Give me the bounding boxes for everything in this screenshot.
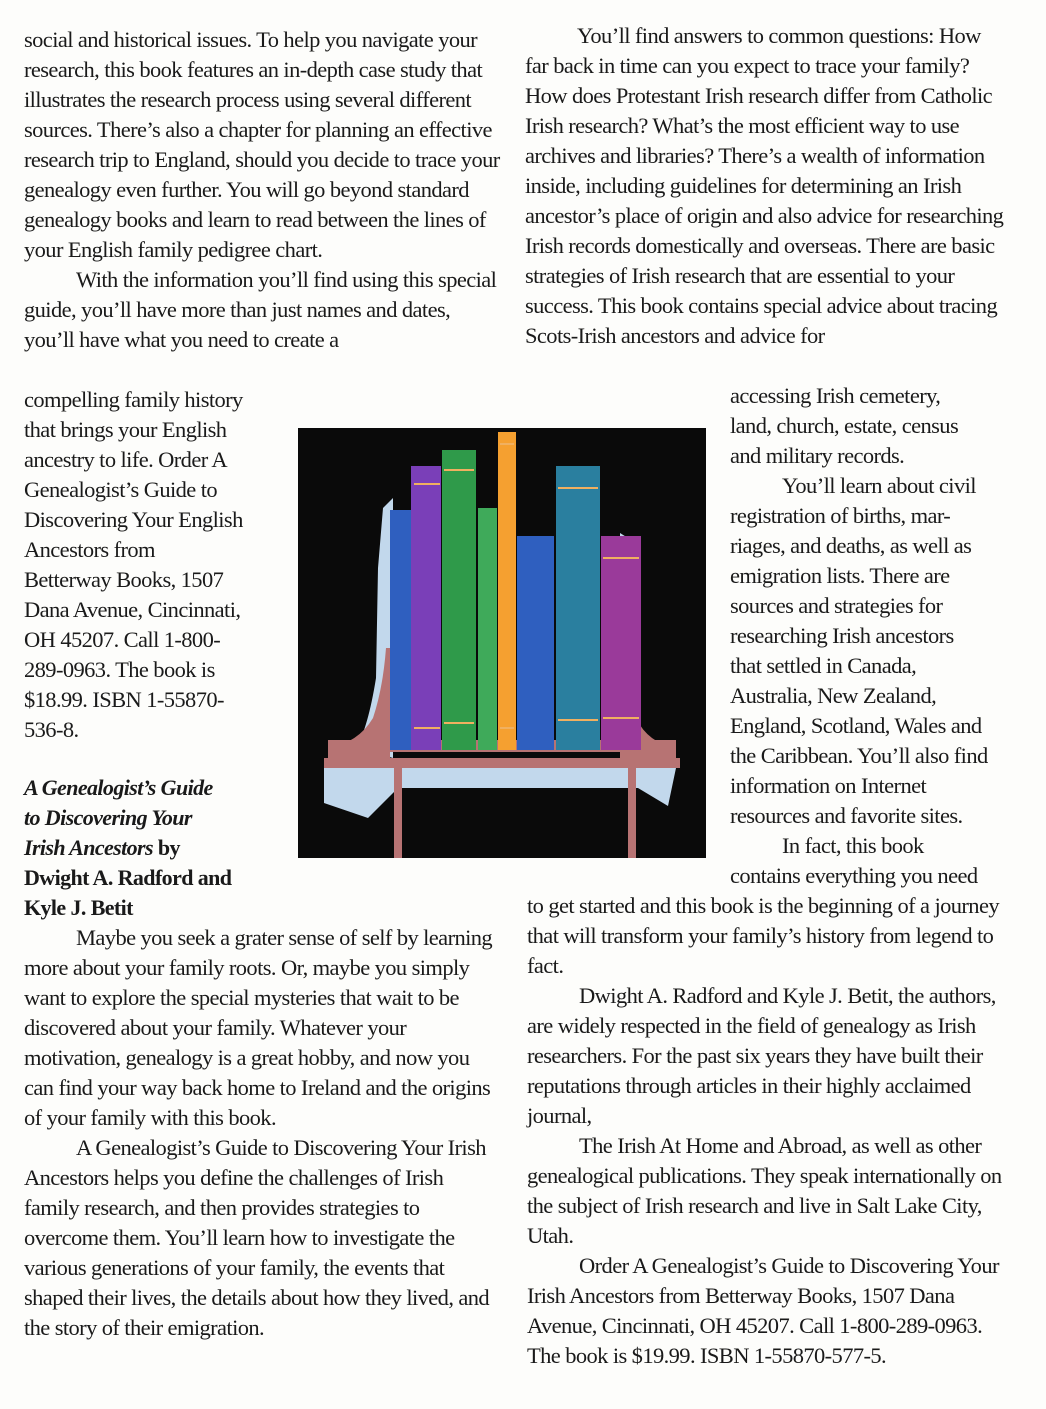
text-line: 536-8. [24, 717, 79, 742]
text-line: compelling family history [24, 387, 243, 412]
text-line: riages, and deaths, as well as [730, 533, 972, 558]
paragraph: You’ll find answers to common questions: How far back in time can you expect to trace your family? How does Protestant Irish research differ from Catholic Irish research? What’s the most efficient way to use archives and libraries? There’s a wealth of information inside, including guidelines for determining an Irish ancestor’s place of origin and also advice for researching Irish records domestically and overseas. There are basic strategies of Irish research that are essential to your success. This book contains special advice about tracing Scots-Irish ancestors and advice for [525, 23, 1004, 348]
text-line: Discovering Your English [24, 507, 243, 532]
book [517, 536, 554, 750]
right-column-bottom [527, 891, 1007, 1371]
table-leg [394, 766, 402, 858]
left-column-bottom [24, 923, 500, 1343]
text-line: Genealogist’s Guide to [24, 477, 218, 502]
book [498, 432, 516, 750]
text-line: $18.99. ISBN 1-55870- [24, 687, 224, 712]
paragraph: The Irish At Home and Abroad, as well as other genealogical publications. They speak internationally on the subject of Irish research and live in Salt Lake City, Utah. [527, 1133, 1002, 1248]
book-title-line: A Genealogist’s Guide [24, 775, 213, 800]
bookshelf-illustration [298, 428, 706, 858]
text-line: contains everything you need [730, 863, 978, 888]
text-line: emigration lists. There are [730, 563, 950, 588]
paragraph: A Genealogist’s Guide to Discovering Your Irish Ancestors helps you define the challenges of Irish family research, and then provides strategies to overcome them. You’ll learn how to investigate the various generations of your family, the events that shaped their lives, the details about how they lived, and the story of their emigration. [24, 1135, 490, 1340]
book-title-line: Irish Ancestors [24, 835, 153, 860]
text-line: researching Irish ancestors [730, 623, 954, 648]
text-line: 289-0963. The book is [24, 657, 215, 682]
right-narrow-block [730, 381, 1010, 891]
text-line: Australia, New Zealand, [730, 683, 937, 708]
paragraph: With the information you’ll find using this special guide, you’ll have more than just names and dates, you’ll have what you need to create a [24, 267, 497, 352]
book [478, 508, 497, 750]
text-line: that brings your English [24, 417, 227, 442]
text-line: land, church, estate, census [730, 413, 959, 438]
table-leg [628, 766, 636, 858]
left-column-top [24, 25, 500, 355]
text-line: In fact, this book [782, 833, 924, 858]
text-line: England, Scotland, Wales and [730, 713, 982, 738]
text-line: ancestry to life. Order A [24, 447, 228, 472]
text-line: information on Internet [730, 773, 927, 798]
by-label: by [152, 835, 180, 860]
text-line: OH 45207. Call 1-800- [24, 627, 221, 652]
text-line: sources and strategies for [730, 593, 943, 618]
right-column-top [525, 21, 1005, 351]
text-line: Betterway Books, 1507 [24, 567, 224, 592]
text-line: Ancestors from [24, 537, 155, 562]
text-line: accessing Irish cemetery, [730, 383, 941, 408]
book [390, 510, 412, 750]
paragraph: Order A Genealogist’s Guide to Discovering Your Irish Ancestors from Betterway Books, 1507 Dana Avenue, Cincinnati, OH 45207. Call 1-800-289-0963. The book is $19.99. ISBN 1-55870-577-5. [527, 1253, 999, 1368]
text-line: that settled in Canada, [730, 653, 917, 678]
paragraph: to get started and this book is the beginning of a journey that will transform your family’s history from legend to fact. [527, 893, 999, 978]
text-line: registration of births, mar- [730, 503, 951, 528]
text-line: the Caribbean. You’ll also find [730, 743, 988, 768]
paragraph: Dwight A. Radford and Kyle J. Betit, the authors, are widely respected in the field of genealogy as Irish researchers. For the past six years they have built their reputations through articles in their highly acclaimed journal, [527, 983, 996, 1128]
book-title-line: to Discovering Your [24, 805, 192, 830]
book [442, 450, 476, 750]
book [411, 466, 441, 750]
paragraph: social and historical issues. To help you navigate your research, this book features an in-depth case study that illustrates the research process using several different sources. There’s also a chapter for planning an effective research trip to England, should you decide to trace your genealogy even further. You will go beyond standard genealogy books and learn to read between the lines of your English family pedigree chart. [24, 27, 500, 262]
shelf-base [324, 758, 680, 768]
author-line: Dwight A. Radford and [24, 865, 232, 890]
text-line: You’ll learn about civil [782, 473, 976, 498]
book [556, 466, 600, 750]
text-line: resources and favorite sites. [730, 803, 963, 828]
paragraph: Maybe you seek a grater sense of self by learning more about your family roots. Or, maybe you simply want to explore the special mysteries that wait to be discovered about your family. Whatever your motivation, genealogy is a great hobby, and now you can find your way back home to Ireland and the origins of your family with this book. [24, 925, 493, 1130]
text-line: and military records. [730, 443, 905, 468]
text-line: Dana Avenue, Cincinnati, [24, 597, 241, 622]
irish-book-heading [24, 773, 294, 923]
left-narrow-block [24, 385, 294, 745]
author-line: Kyle J. Betit [24, 895, 133, 920]
